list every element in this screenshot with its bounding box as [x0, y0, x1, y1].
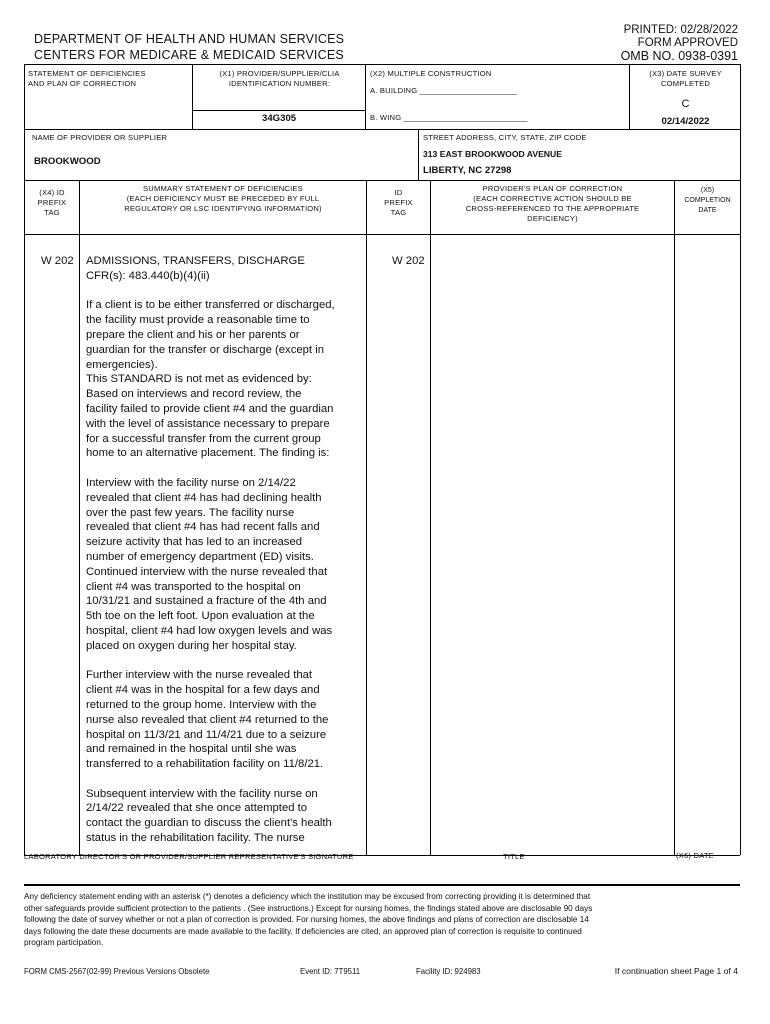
x4-prefix-header: (X4) ID PREFIX TAG: [37, 188, 67, 217]
address-city: LIBERTY, NC 27298: [423, 165, 512, 176]
rule: [430, 180, 431, 855]
x2-label: (X2) MULTIPLE CONSTRUCTION: [370, 69, 492, 78]
rule: [418, 129, 419, 180]
x1-label: (X1) PROVIDER/SUPPLIER/CLIA IDENTIFICATION NUMBER:: [219, 69, 340, 88]
provider-name-label: NAME OF PROVIDER OR SUPPLIER: [32, 133, 168, 142]
address-label: STREET ADDRESS, CITY, STATE, ZIP CODE: [423, 133, 587, 142]
event-id: Event ID: 7T9511: [300, 967, 361, 976]
rule: [629, 64, 630, 129]
x2-wing: B. WING ____________________________: [370, 113, 528, 122]
plan-header: PROVIDER'S PLAN OF CORRECTION (EACH CORRECTIVE ACTION SHOULD BE CROSS-REFERENCED TO THE APPROPRIATE DEFICIENCY): [465, 184, 640, 223]
rule: [24, 64, 740, 65]
printed-date: PRINTED: 02/28/2022: [623, 24, 738, 36]
deficiency-text: [86, 254, 364, 861]
signature-date-label: (X6) DATE: [676, 851, 714, 860]
disclosure-footnote: Any deficiency statement ending with an asterisk (*) denotes a deficiency which the institution may be excused from correcting providing it is determined that other safeguards provide sufficient protection to the patients . (See instructions.) Except for nursing homes, the findings stated above are disclosable 90 days following the date of survey whether or not a plan of correction is provided. For nursing homes, the above findings and plans of correction are disclosable 14 days following the date these documents are made available to the facility. If deficiencies are cited, an approved plan of correction is requisite to continued program participation.: [24, 892, 593, 948]
rule: [366, 180, 367, 855]
statement-label: STATEMENT OF DEFICIENCIES AND PLAN OF CORRECTION: [28, 69, 146, 88]
address-street: 313 EAST BROOKWOOD AVENUE: [423, 149, 562, 159]
facility-id: Facility ID: 924983: [416, 967, 481, 976]
tag-left: W 202: [41, 255, 74, 267]
rule: [24, 884, 740, 886]
rule: [24, 129, 740, 130]
deficiency-cfr: CFR(s): 483.440(b)(4)(ii): [86, 269, 210, 282]
form-number: FORM CMS-2567(02-99) Previous Versions Obsolete: [24, 967, 210, 976]
rule: [24, 234, 740, 235]
department-name: DEPARTMENT OF HEALTH AND HUMAN SERVICES: [34, 32, 345, 46]
signature-label: LABORATORY DIRECTOR'S OR PROVIDER/SUPPLIER REPRESENTATIVE'S SIGNATURE: [24, 852, 354, 861]
summary-header: SUMMARY STATEMENT OF DEFICIENCIES (EACH DEFICIENCY MUST BE PRECEDED BY FULL REGULATORY OR LSC IDENTIFYING INFORMATION): [124, 184, 322, 213]
deficiency-paragraph: Subsequent interview with the facility nurse on 2/14/22 revealed that she once attempted to contact the guardian to discuss the client's health status in the rehabilitation facility. The nurse: [86, 787, 332, 845]
form-approved-label: FORM APPROVED: [637, 37, 738, 49]
deficiency-paragraph: Further interview with the nurse revealed that client #4 was in the hospital for a few days and returned to the group home. Interview with the nurse also revealed that client #4 returned to the hospital on 11/3/21 and 11/4/21 due to a seizure and remained in the hospital until she was transferred to a rehabilitation facility on 11/8/21.: [86, 669, 329, 771]
rule: [740, 64, 741, 855]
x1-provider-id: 34G305: [262, 113, 297, 124]
agency-header: [34, 31, 344, 63]
rule: [79, 180, 80, 855]
title-label: TITLE: [503, 852, 525, 861]
rule: [24, 64, 25, 855]
deficiency-paragraph: If a client is to be either transferred or discharged, the facility must provide a reasonable time to prepare the client and his or her parents or guardian for the transfer or discharge (except in emergencies). This STANDARD is not met as evidenced by: Based on interviews and record review, the facility failed to provide client #4 and the guardian with the level of assistance necessary to prepare for a successful transfer from the current group home to an alternative placement. The finding is:: [86, 299, 335, 460]
x3-code: C: [681, 98, 690, 110]
x5-header: (X5) COMPLETION DATE: [684, 187, 731, 214]
deficiency-paragraph: Interview with the facility nurse on 2/14/22 revealed that client #4 has had declining health over the past few years. The facility nurse revealed that client #4 has had recent falls and seizure activity that has led to an increased number of emergency department (ED) visits. Continued interview with the nurse revealed that client #4 was transported to the hospital on 10/31/21 and sustained a fracture of the 4th and 5th toe on the left foot. Upon evaluation at the hospital, client #4 had low oxygen levels and was placed on oxygen during her hospital stay.: [86, 476, 333, 652]
x3-label: (X3) DATE SURVEY COMPLETED: [649, 69, 722, 88]
id-prefix-header: ID PREFIX TAG: [384, 188, 413, 217]
omb-number: OMB NO. 0938-0391: [620, 49, 738, 63]
rule: [192, 64, 193, 129]
rule: [674, 180, 675, 855]
form-approval-block: [621, 24, 738, 63]
centers-name: CENTERS FOR MEDICARE & MEDICAID SERVICES: [34, 48, 344, 62]
page-number: If continuation sheet Page 1 of 4: [614, 966, 738, 976]
x2-building: A. BUILDING ______________________: [370, 86, 517, 95]
deficiency-title: ADMISSIONS, TRANSFERS, DISCHARGE: [86, 255, 305, 267]
rule: [24, 180, 740, 181]
rule: [192, 110, 365, 111]
tag-right: W 202: [392, 255, 425, 267]
x3-date: 02/14/2022: [661, 116, 710, 127]
provider-name: BROOKWOOD: [34, 156, 101, 167]
rule: [365, 64, 366, 129]
